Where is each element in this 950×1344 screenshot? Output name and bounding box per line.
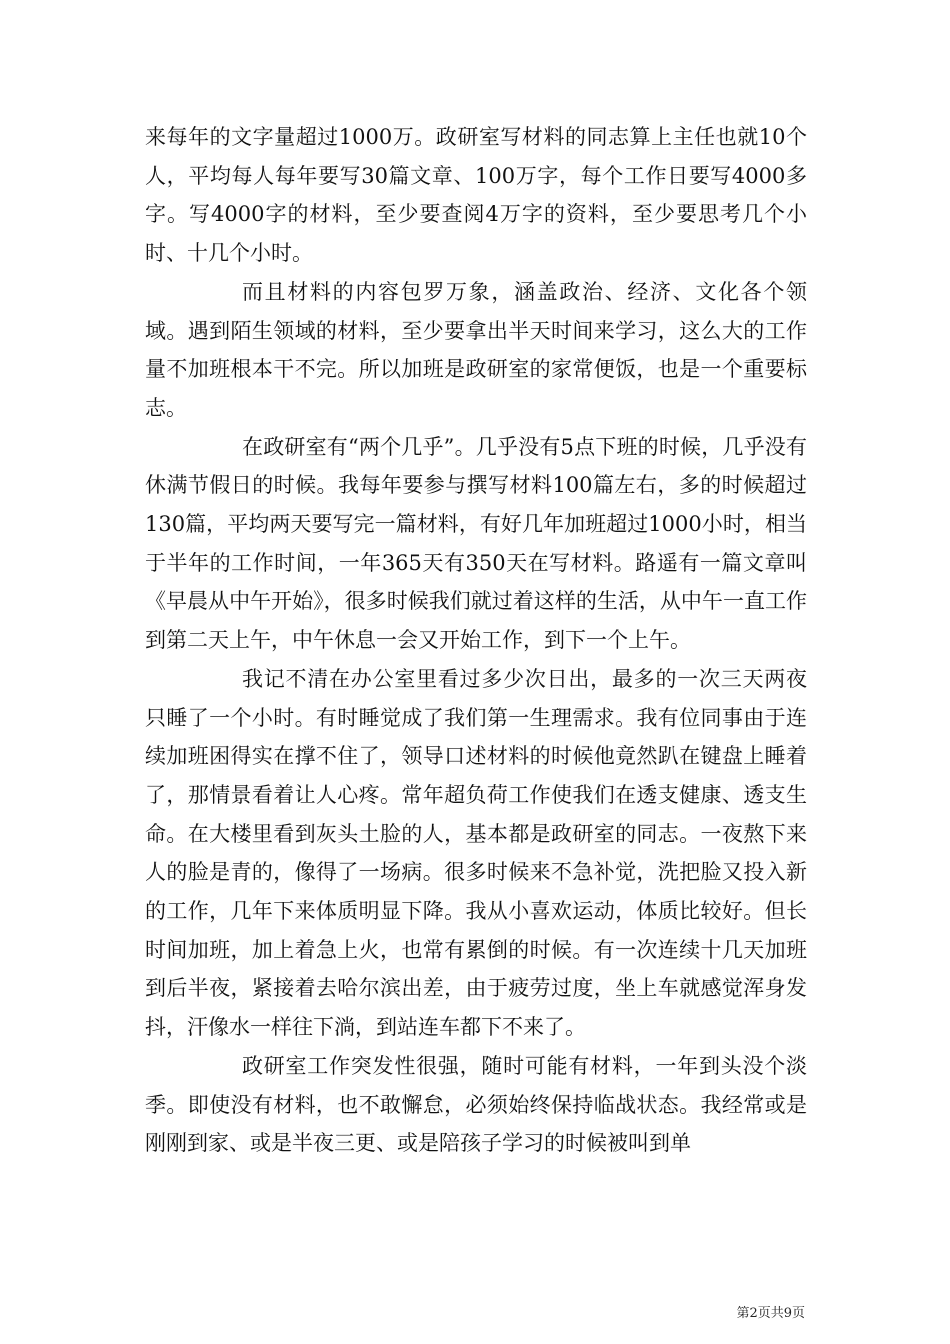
paragraph-3: 在政研室有“两个几乎”。几乎没有5点下班的时候，几乎没有休满节假日的时候。我每年要参与撰写材料100篇左右，多的时候超过130篇，平均两天要写完一篇材料，有好几年加班超过1000小时，相当于半年的工作时间，一年365天有350天在写材料。路遥有一篇文章叫《早晨从中午开始》，很多时候我们就过着这样的生活，从中午一直工作到第二天上午，中午休息一会又开始工作，到下一个上午。: [145, 434, 807, 653]
paragraph-4: 我记不清在办公室里看过多少次日出，最多的一次三天两夜只睡了一个小时。有时睡觉成了我们第一生理需求。我有位同事由于连续加班困得实在撑不住了，领导口述材料的时候他竟然趴在键盘上睡着了，那情景看着让人心疼。常年超负荷工作使我们在透支健康、透支生命。在大楼里看到灰头土脸的人，基本都是政研室的同志。一夜熬下来人的脸是青的，像得了一场病。很多时候来不急补觉，洗把脸又投入新的工作，几年下来体质明显下降。我从小喜欢运动，体质比较好。但长时间加班，加上着急上火，也常有累倒的时候。有一次连续十几天加班到后半夜，紧接着去哈尔滨出差，由于疲劳过度，坐上车就感觉浑身发抖，汗像水一样往下淌，到站连车都下不来了。: [145, 666, 807, 1040]
page-number-footer: 第2页共9页: [736, 1306, 805, 1321]
paragraph-5: 政研室工作突发性很强，随时可能有材料，一年到头没个淡季。即使没有材料，也不敢懈怠，必须始终保持临战状态。我经常或是刚刚到家、或是半夜三更、或是陪孩子学习的时候被叫到单: [145, 1053, 807, 1156]
paragraph-1: 来每年的文字量超过1000万。政研室写材料的同志算上主任也就10个人，平均每人每年要写30篇文章、100万字，每个工作日要写4000多字。写4000字的材料，至少要查阅4万字的资料，至少要思考几个小时、十几个小时。: [145, 125, 807, 266]
document-body: [145, 118, 807, 1163]
paragraph-2: 而且材料的内容包罗万象，涵盖政治、经济、文化各个领域。遇到陌生领域的材料，至少要拿出半天时间来学习，这么大的工作量不加班根本干不完。所以加班是政研室的家常便饭，也是一个重要标志。: [145, 279, 807, 420]
